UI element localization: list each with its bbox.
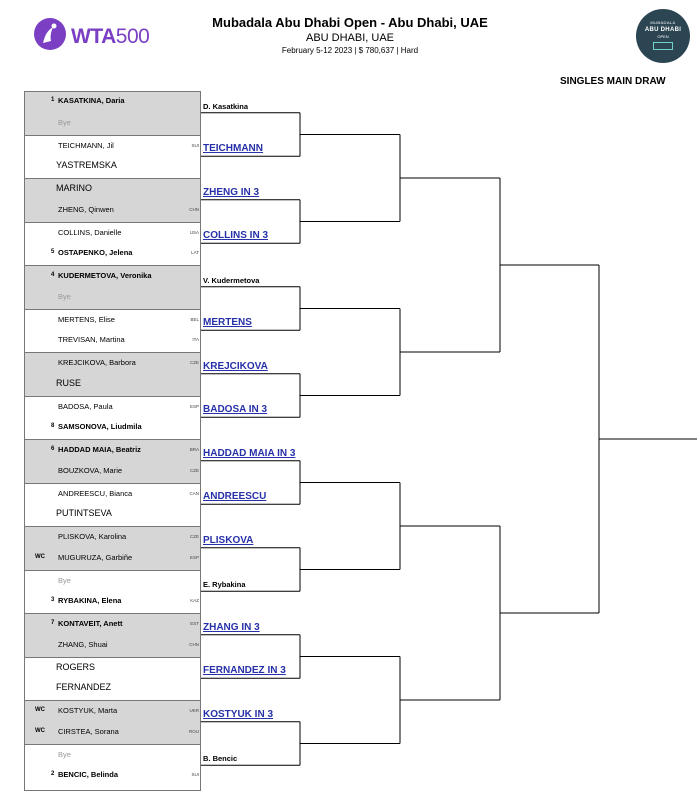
player-name: ANDREESCU, Bianca (58, 488, 133, 498)
player-country: ESP (189, 554, 199, 560)
round2-winner-name: MERTENS (203, 317, 252, 329)
round2-winner-name: KREJCIKOVA (203, 360, 268, 372)
seed-number: 4 (51, 272, 55, 278)
player-name: Bye (58, 749, 71, 759)
round2-winner-name: ANDREESCU (203, 491, 267, 503)
player-country: CZE (190, 360, 199, 365)
player-name: FERNANDEZ (56, 682, 112, 693)
round2-winner-name: D. Kasatkina (203, 101, 249, 111)
round2-winner-name: ZHENG IN 3 (203, 186, 260, 198)
round2-winner-name: HADDAD MAIA IN 3 (203, 447, 296, 459)
player-name: BENCIC, Belinda (58, 770, 119, 780)
player-name: Bye (58, 575, 71, 585)
player-name: KOSTYUK, Marta (58, 706, 118, 715)
draw-title: SINGLES MAIN DRAW (560, 76, 666, 87)
round2-winner-name: FERNANDEZ IN 3 (203, 665, 286, 677)
abu-dhabi-open-logo: MUBADALA ABU DHABI OPEN (636, 9, 690, 63)
seed-number: 5 (51, 249, 55, 256)
player-name: CIRSTEA, Sorana (58, 726, 119, 736)
player-name: ZHANG, Shuai (58, 639, 108, 649)
round2-winner-name: V. Kudermetova (203, 275, 260, 285)
player-name: MUGURUZA, Garbiñe (58, 552, 133, 562)
player-country: ROU (189, 728, 199, 734)
round2-winner-name: KOSTYUK IN 3 (203, 708, 274, 720)
entry-type: WC (35, 553, 45, 560)
player-country: LAT (191, 250, 199, 256)
player-name: BOUZKOVA, Marie (58, 465, 123, 475)
player-name: SAMSONOVA, Liudmila (58, 422, 142, 432)
player-name: Bye (58, 117, 71, 127)
player-country: CAN (189, 490, 199, 496)
round2-winner-name: TEICHMANN (203, 143, 263, 155)
player-name: MARINO (56, 183, 92, 193)
player-name: KONTAVEIT, Anett (58, 619, 123, 628)
player-country: SUI (191, 772, 199, 778)
player-name: RUSE (56, 377, 82, 388)
round2-winner-name: ZHANG IN 3 (203, 621, 260, 633)
player-name: YASTREMSKA (56, 160, 117, 171)
player-country: EST (190, 621, 199, 626)
player-name: KREJCIKOVA, Barbora (58, 358, 136, 367)
player-name: MERTENS, Elise (58, 314, 115, 324)
tournament-location: ABU DHABI, UAE (305, 32, 395, 44)
player-country: CZE (190, 467, 199, 473)
tournament-title: Mubadala Abu Dhabi Open - Abu Dhabi, UAE (212, 15, 488, 30)
player-country: CHN (189, 206, 199, 212)
seed-number: 3 (51, 597, 55, 604)
tournament-details: February 5-12 2023 | $ 780,637 | Hard (281, 46, 419, 55)
player-country: CZE (190, 534, 199, 539)
player-name: ZHENG, Qinwen (58, 204, 114, 214)
player-name: OSTAPENKO, Jelena (58, 248, 133, 258)
player-country: KAZ (190, 598, 199, 604)
player-country: BRA (189, 447, 199, 452)
seed-number: 8 (51, 423, 55, 430)
player-name: ROGERS (56, 661, 96, 672)
player-country: ITA (192, 337, 199, 343)
round2-winner-name: COLLINS IN 3 (203, 230, 269, 242)
player-name: TREVISAN, Martina (58, 335, 125, 345)
player-name: TEICHMANN, Jil (58, 140, 114, 150)
entry-type: WC (35, 707, 45, 713)
seed-number: 7 (51, 620, 55, 626)
round2-winner-name: E. Rybakina (203, 580, 246, 590)
player-name: PLISKOVA, Karolina (58, 532, 127, 541)
round2-winner-name: BADOSA IN 3 (203, 404, 268, 416)
player-name: KASATKINA, Daria (58, 96, 125, 105)
player-country: ESP (189, 403, 199, 409)
wta-logo-text: WTA500 (71, 25, 150, 48)
round2-winner-name: PLISKOVA (203, 534, 254, 546)
entry-type: WC (35, 727, 45, 734)
player-name: Bye (58, 291, 71, 301)
player-country: UKR (189, 708, 199, 713)
player-name: BADOSA, Paula (58, 401, 113, 411)
player-name: PUTINTSEVA (56, 508, 112, 519)
seed-number: 2 (51, 771, 55, 778)
seed-number: 6 (51, 446, 55, 452)
player-name: KUDERMETOVA, Veronika (58, 271, 152, 280)
player-country: USA (189, 229, 199, 235)
round2-winner-name: B. Bencic (203, 754, 238, 764)
player-country: BEL (190, 316, 199, 322)
player-name: RYBAKINA, Elena (58, 596, 122, 606)
seed-number: 1 (51, 97, 55, 103)
player-name: COLLINS, Danielle (58, 227, 122, 237)
player-name: HADDAD MAIA, Beatriz (58, 445, 141, 454)
player-country: CHN (189, 641, 199, 647)
player-country: SUI (191, 142, 199, 148)
